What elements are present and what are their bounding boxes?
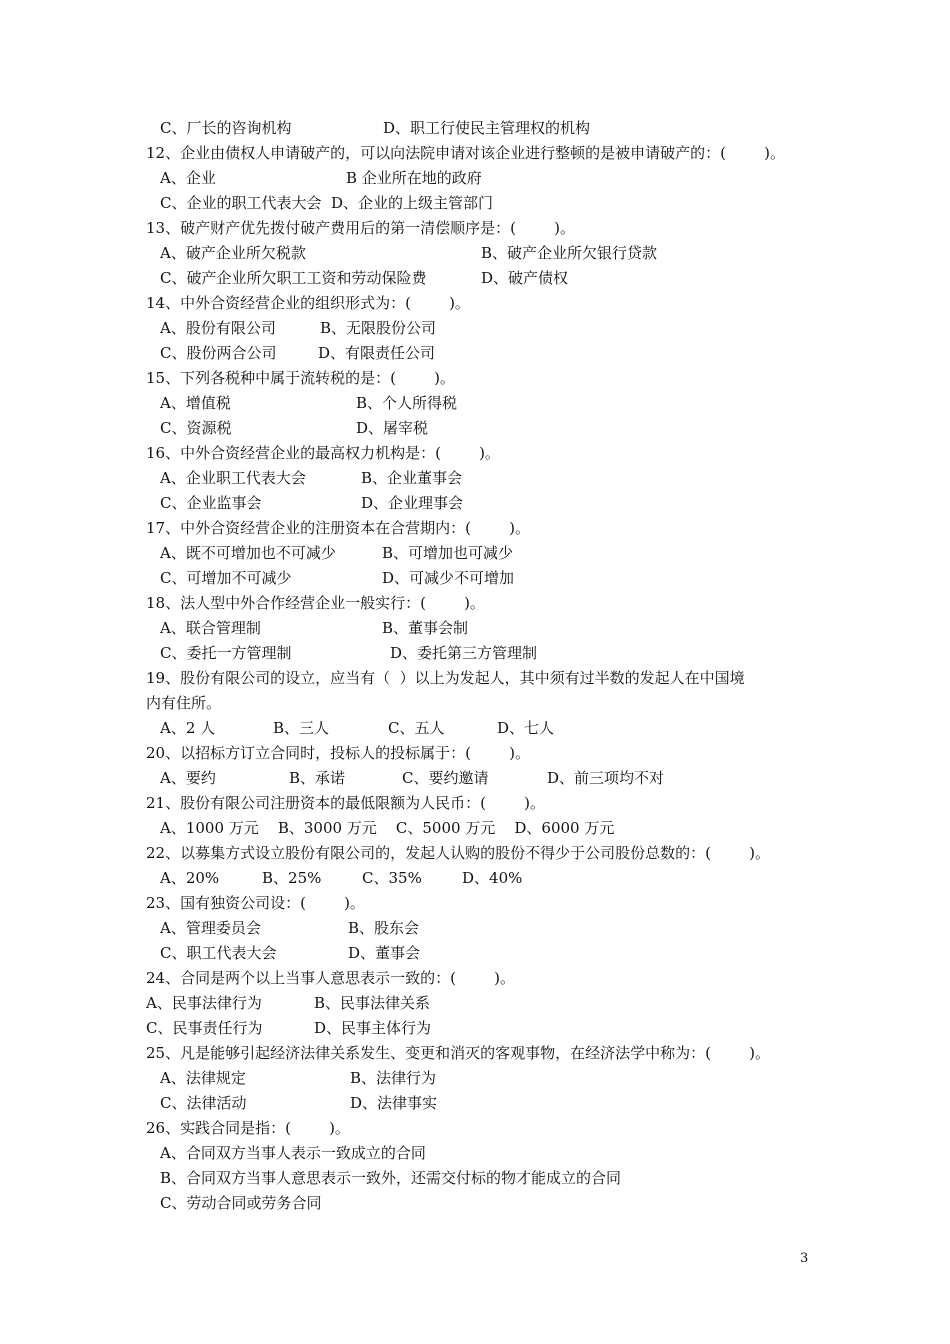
text-line-l18b: B、可增加也可减少 xyxy=(382,544,514,562)
text-line-l11: 15、下列各税种中属于流转税的是：( )。 xyxy=(146,369,455,387)
text-line-l9b: B、无限股份公司 xyxy=(320,319,437,337)
text-line-l33: A、管理委员会 xyxy=(160,919,261,937)
text-line-l31a: A、20% xyxy=(160,869,220,887)
text-line-l31d: D、40% xyxy=(462,869,523,887)
text-line-l13: C、资源税 xyxy=(160,419,232,437)
page-number: 3 xyxy=(800,1251,809,1266)
text-line-l16b: D、企业理事会 xyxy=(361,494,464,512)
text-line-l40b: D、法律事实 xyxy=(350,1094,438,1112)
text-line-l7: C、破产企业所欠职工工资和劳动保险费 xyxy=(160,269,427,287)
text-line-l28: 21、股份有限公司注册资本的最低限额为人民币：( )。 xyxy=(146,794,545,812)
text-line-l4: C、企业的职工代表大会 D、企业的上级主管部门 xyxy=(160,194,494,212)
text-line-l35: 24、合同是两个以上当事人意思表示一致的：( )。 xyxy=(146,969,515,987)
text-line-l27b: B、承诺 xyxy=(289,769,346,787)
text-line-l21b: B、董事会制 xyxy=(382,619,469,637)
text-line-l12b: B、个人所得税 xyxy=(356,394,458,412)
text-line-l12: A、增值税 xyxy=(160,394,231,412)
text-line-l3: A、企业 xyxy=(160,169,216,187)
text-line-l18: A、既不可增加也不可减少 xyxy=(160,544,336,562)
text-line-l6b: B、破产企业所欠银行贷款 xyxy=(481,244,658,262)
text-line-l41: 26、实践合同是指：( )。 xyxy=(146,1119,350,1137)
text-line-l15: A、企业职工代表大会 xyxy=(160,469,306,487)
text-line-l24: 内有住所。 xyxy=(146,694,222,712)
text-line-l30: 22、以募集方式设立股份有限公司的，发起人认购的股份不得少于公司股份总数的：( )。 xyxy=(146,844,770,862)
text-line-l3b: B 企业所在地的政府 xyxy=(346,169,482,187)
text-line-l37: C、民事责任行为 xyxy=(146,1019,263,1037)
text-line-l21: A、联合管理制 xyxy=(160,619,261,637)
text-line-l10b: D、有限责任公司 xyxy=(318,344,436,362)
text-line-l31b: B、25% xyxy=(262,869,322,887)
text-line-l13b: D、屠宰税 xyxy=(356,419,429,437)
text-line-l27d: D、前三项均不对 xyxy=(547,769,665,787)
text-line-l23: 19、股份有限公司的设立，应当有（ ）以上为发起人，其中须有过半数的发起人在中国境 xyxy=(146,669,745,687)
text-line-l38: 25、凡是能够引起经济法律关系发生、变更和消灭的客观事物，在经济法学中称为：( )。 xyxy=(146,1044,770,1062)
text-line-l33b: B、股东会 xyxy=(348,919,420,937)
text-line-l19b: D、可减少不可增加 xyxy=(382,569,515,587)
text-line-l39: A、法律规定 xyxy=(160,1069,246,1087)
text-line-l22b: D、委托第三方管理制 xyxy=(390,644,538,662)
text-line-l20: 18、法人型中外合作经营企业一般实行：( )。 xyxy=(146,594,485,612)
text-line-l43: B、合同双方当事人意思表示一致外，还需交付标的物才能成立的合同 xyxy=(160,1169,622,1187)
text-line-l36: A、民事法律行为 xyxy=(146,994,262,1012)
text-line-l1b: D、职工行使民主管理权的机构 xyxy=(383,119,591,137)
text-line-l25d: D、七人 xyxy=(497,719,555,737)
text-line-l39b: B、法律行为 xyxy=(350,1069,437,1087)
text-line-l8: 14、中外合资经营企业的组织形式为：( )。 xyxy=(146,294,470,312)
text-line-l31c: C、35% xyxy=(362,869,422,887)
text-line-l29: A、1000 万元 B、3000 万元 C、5000 万元 D、6000 万元 xyxy=(160,819,615,837)
text-line-l34b: D、董事会 xyxy=(348,944,421,962)
text-line-l44: C、劳动合同或劳务合同 xyxy=(160,1194,322,1212)
text-line-l25b: B、三人 xyxy=(273,719,330,737)
text-line-l5: 13、破产财产优先拨付破产费用后的第一清偿顺序是：( )。 xyxy=(146,219,575,237)
text-line-l32: 23、国有独资公司设：( )。 xyxy=(146,894,365,912)
text-line-l22: C、委托一方管理制 xyxy=(160,644,292,662)
text-line-l7b: D、破产债权 xyxy=(481,269,569,287)
text-line-l25c: C、五人 xyxy=(388,719,445,737)
text-line-l15b: B、企业董事会 xyxy=(361,469,463,487)
text-line-l14: 16、中外合资经营企业的最高权力机构是：( )。 xyxy=(146,444,500,462)
text-line-l25a: A、2 人 xyxy=(160,719,216,737)
text-line-l6: A、破产企业所欠税款 xyxy=(160,244,306,262)
text-line-l36b: B、民事法律关系 xyxy=(314,994,431,1012)
text-line-l1: C、厂长的咨询机构 xyxy=(160,119,292,137)
text-line-l26: 20、以招标方订立合同时，投标人的投标属于：( )。 xyxy=(146,744,530,762)
text-line-l17: 17、中外合资经营企业的注册资本在合营期内：( )。 xyxy=(146,519,530,537)
text-line-l16: C、企业监事会 xyxy=(160,494,262,512)
text-line-l34: C、职工代表大会 xyxy=(160,944,277,962)
text-line-l42: A、合同双方当事人表示一致成立的合同 xyxy=(160,1144,426,1162)
text-line-l27a: A、要约 xyxy=(160,769,216,787)
text-line-l27c: C、要约邀请 xyxy=(402,769,489,787)
text-line-l40: C、法律活动 xyxy=(160,1094,247,1112)
text-line-l2: 12、企业由债权人申请破产的，可以向法院申请对该企业进行整顿的是被申请破产的：( )。 xyxy=(146,144,785,162)
text-line-l37b: D、民事主体行为 xyxy=(314,1019,432,1037)
text-line-l19: C、可增加不可减少 xyxy=(160,569,292,587)
text-line-l9: A、股份有限公司 xyxy=(160,319,276,337)
text-line-l10: C、股份两合公司 xyxy=(160,344,277,362)
